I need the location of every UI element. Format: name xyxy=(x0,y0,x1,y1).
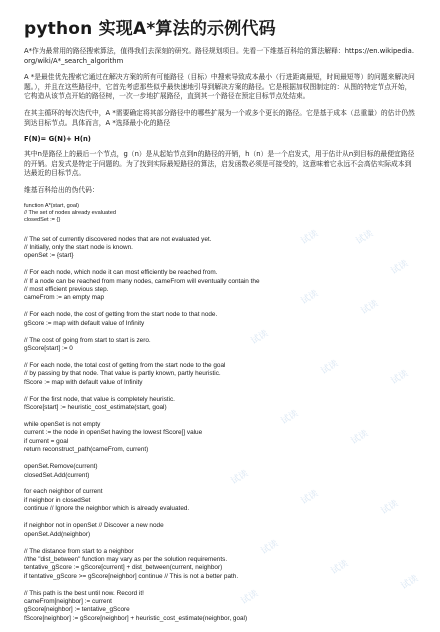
code-line: cameFrom := an empty map xyxy=(24,294,105,302)
code-block xyxy=(24,488,418,513)
code-block xyxy=(24,362,418,387)
watermark-text: 试读 xyxy=(349,428,371,447)
code-line: //the "dist_between" function may vary as per the solution requirements. xyxy=(24,555,228,563)
code-block xyxy=(24,590,418,624)
code-block xyxy=(24,396,418,413)
code-line: while openSet is not empty xyxy=(24,421,101,429)
code-block xyxy=(24,463,418,480)
watermark-text: 试读 xyxy=(229,468,251,487)
code-line: // by passing by that node. That value is partly known, partly heuristic. xyxy=(24,370,221,378)
watermark-text: 试读 xyxy=(379,498,401,517)
code-line: closedSet := {} xyxy=(24,216,61,223)
code-line: // The set of nodes already evaluated xyxy=(24,209,116,216)
watermark-text: 试读 xyxy=(299,288,321,307)
formula: F(N)= G(N)+ H(n) xyxy=(24,135,91,144)
intro-paragraph-3: 在其主循环的每次迭代中，A *需要确定将其部分路径中的哪些扩展为一个或多个更长的路径。它是基于成本（总重量）的估计仍然到达目标节点。具体而言，A *选择最小化的路径 xyxy=(24,108,415,127)
watermark-text: 试读 xyxy=(329,558,351,577)
watermark-text: 试读 xyxy=(359,298,381,317)
code-line: continue // Ignore the neighbor which is already evaluated. xyxy=(24,505,190,513)
code-block xyxy=(24,337,418,354)
watermark-text: 试读 xyxy=(299,488,321,507)
watermark-text: 试读 xyxy=(299,228,321,247)
code-line: gScore := map with default value of Infinity xyxy=(24,319,145,327)
watermark-text: 试读 xyxy=(259,538,281,557)
code-line: for each neighbor of current xyxy=(24,488,103,496)
watermark-text: 试读 xyxy=(279,408,301,427)
code-line: closedSet.Add(current) xyxy=(24,471,90,479)
code-line: // The cost of going from start to start is zero. xyxy=(24,336,151,344)
code-line: if tentative_gScore >= gScore[neighbor] continue // This is not a better path. xyxy=(24,572,239,580)
intro-paragraph-1: A*作为最常用的路径搜索算法，值得我们去深刻的研究。路径规划项目。先看一下维基百科给的算法解释：https://en.wikipedia.org/wiki/A*_search_algorithm xyxy=(24,47,415,65)
document-page xyxy=(24,14,421,632)
watermark-text: 试读 xyxy=(399,573,421,592)
watermark-text: 试读 xyxy=(389,258,411,277)
code-line: // Initially, only the start node is known. xyxy=(24,243,133,251)
code-line: fScore := map with default value of Infinity xyxy=(24,378,143,386)
code-line: // The set of currently discovered nodes that are not evaluated yet. xyxy=(24,235,212,243)
explain-paragraph: 其中n是路径上的最后一个节点，g（n）是从起始节点到n的路径的开销，h（n）是一个启发式，用于估计从n到目标的最便宜路径的开销。启发式是特定于问题的。为了找到实际最短路径的算法，启发函数必须是可接受的，这意味着它永远不会高估实际成本到达最近的目标节点。 xyxy=(24,150,415,178)
code-line: // This path is the best until now. Record it! xyxy=(24,589,144,597)
code-line: cameFrom[neighbor] := current xyxy=(24,598,112,606)
code-block xyxy=(24,421,418,455)
code-line: // The distance from start to a neighbor xyxy=(24,547,134,555)
code-line: openSet.Add(neighbor) xyxy=(24,530,91,538)
intro-paragraph-2: A *是最佳优先搜索它通过在解决方案的所有可能路径（目标）中搜索导致成本最小（行进距离最短，时间最短等）的问题来解决问题。），并且在这些路径中，它首先考虑那些似乎最快速地引导到解决方案的路径。它是根据加权图制定的：从图的特定节点开始，它构造从该节点开始的路径树，一次一步地扩展路径，直到其一个路径在预定目标节点处结束。 xyxy=(24,73,415,101)
code-line: if neighbor not in openSet // Discover a new node xyxy=(24,522,164,530)
code-line: // For each node, the total cost of getting from the start node to the goal xyxy=(24,362,226,369)
code-line: fScore[neighbor] := gScore[neighbor] + heuristic_cost_estimate(neighbor, goal) xyxy=(24,614,248,622)
code-block xyxy=(24,548,418,582)
pseudo-intro: 维基百科给出的伪代码： xyxy=(24,185,99,194)
code-block xyxy=(24,269,418,303)
code-line: if neighbor in closedSet xyxy=(24,496,91,504)
code-block xyxy=(24,311,418,328)
code-header xyxy=(24,203,418,224)
watermark-text: 试读 xyxy=(354,228,376,247)
code-line: openSet.Remove(current) xyxy=(24,463,98,471)
code-line: function A*(start, goal) xyxy=(24,202,80,209)
code-line: openSet := {start} xyxy=(24,252,74,260)
watermark-text: 试读 xyxy=(249,328,271,347)
code-line: if current = goal xyxy=(24,437,69,445)
page-title: python 实现A*算法的示例代码 xyxy=(24,19,276,39)
code-block xyxy=(24,522,418,539)
code-line: gScore[start] := 0 xyxy=(24,345,73,353)
code-line: // If a node can be reached from many nodes, cameFrom will eventually contain the xyxy=(24,277,260,285)
pseudo-code xyxy=(24,235,421,624)
code-block xyxy=(24,236,418,261)
watermark-text: 试读 xyxy=(319,358,341,377)
code-line: // For the first node, that value is completely heuristic. xyxy=(24,395,175,403)
code-line: // For each node, which node it can most efficiently be reached from. xyxy=(24,269,218,277)
code-line: // For each node, the cost of getting from the start node to that node. xyxy=(24,311,218,319)
watermark-text: 试读 xyxy=(239,588,261,607)
code-line: gScore[neighbor] := tentative_gScore xyxy=(24,606,130,614)
code-line: current := the node in openSet having the lowest fScore[] value xyxy=(24,429,203,437)
code-line: fScore[start] := heuristic_cost_estimate(start, goal) xyxy=(24,404,167,412)
watermark-text: 试读 xyxy=(389,368,411,387)
code-line: // most efficient previous step. xyxy=(24,286,109,294)
code-line: return reconstruct_path(cameFrom, current) xyxy=(24,446,149,454)
code-line: tentative_gScore := gScore[current] + dist_between(current, neighbor) xyxy=(24,564,223,572)
